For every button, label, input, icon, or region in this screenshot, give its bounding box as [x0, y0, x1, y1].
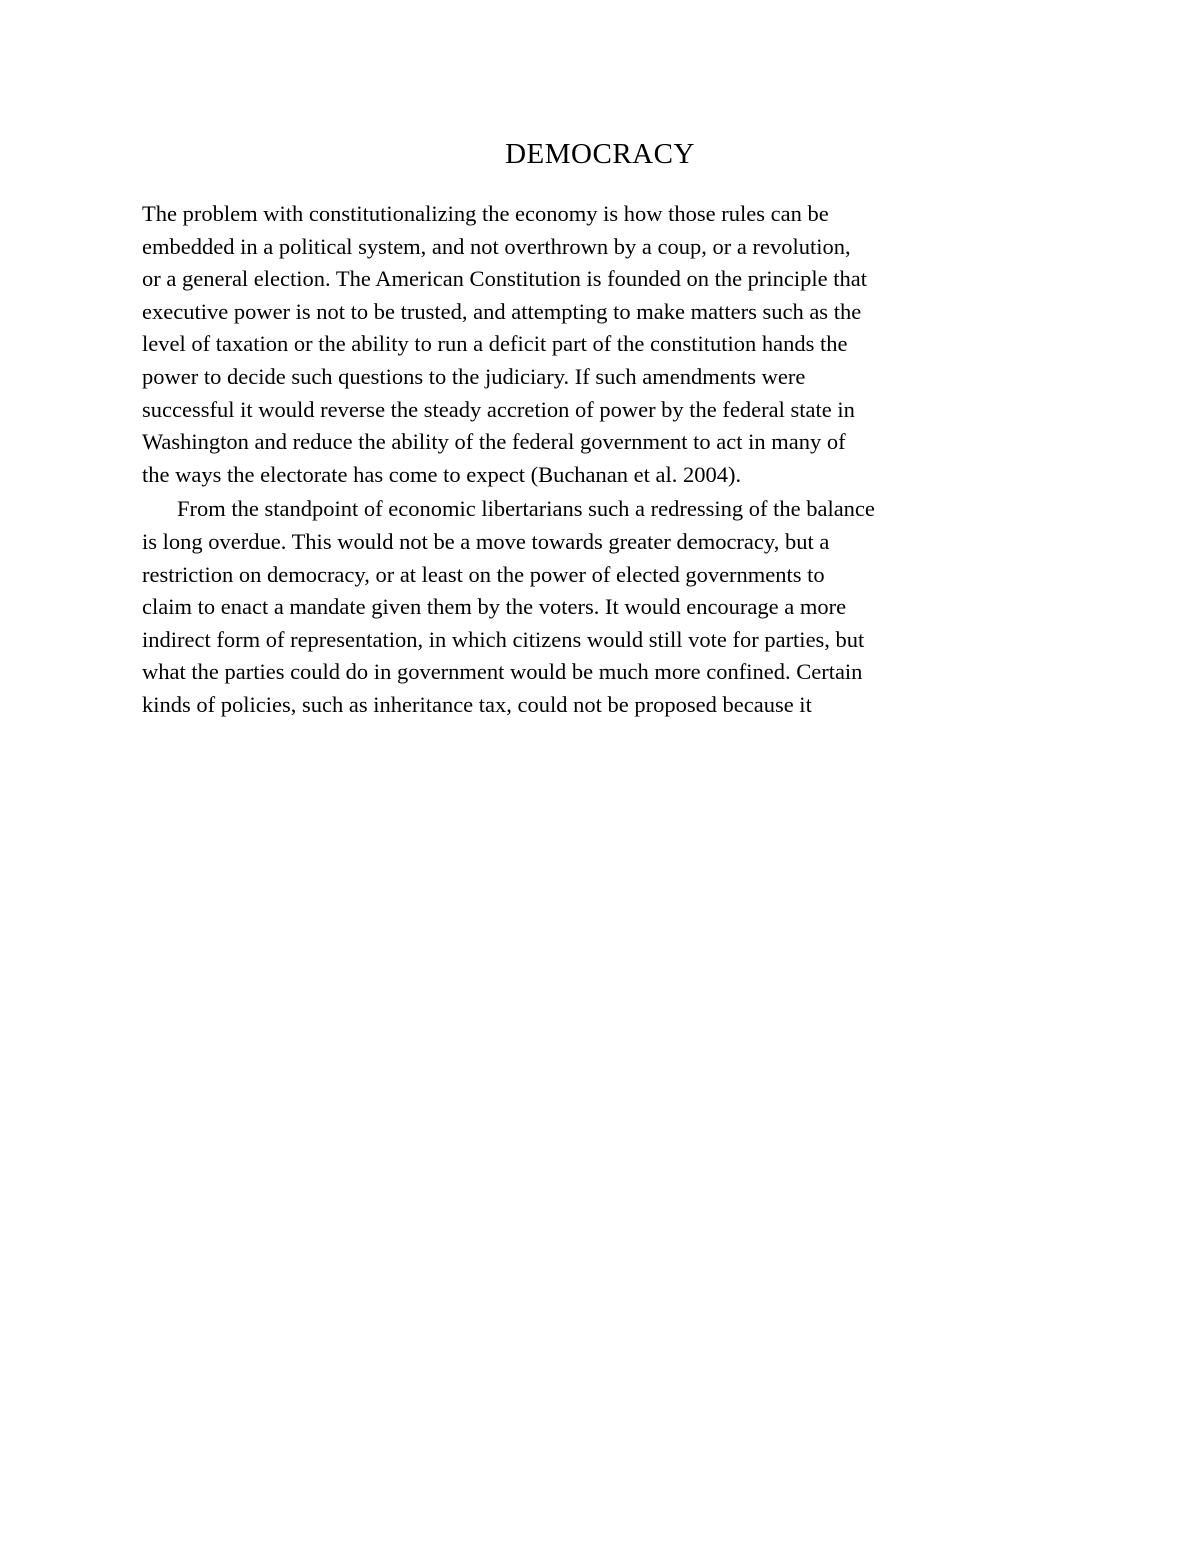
text-line: embedded in a political system, and not overthrown by a coup, or a revolution, [142, 233, 851, 259]
page-title: DEMOCRACY [505, 138, 695, 170]
text-line: power to decide such questions to the judiciary. If such amendments were [142, 363, 806, 389]
text-line: restriction on democracy, or at least on the power of elected governments to [142, 561, 825, 587]
text-line: Washington and reduce the ability of the federal government to act in many of [142, 429, 846, 455]
text-line: From the standpoint of economic libertarians such a redressing of the balance [177, 496, 875, 522]
paragraph-1 [142, 198, 1042, 491]
text-line: level of taxation or the ability to run a deficit part of the constitution hands the [142, 331, 848, 357]
paragraph-2 [142, 493, 1042, 721]
text-line: kinds of policies, such as inheritance tax, could not be proposed because it [142, 691, 812, 717]
text-line: or a general election. The American Constitution is founded on the principle that [142, 266, 868, 292]
text-line: is long overdue. This would not be a move towards greater democracy, but a [142, 528, 830, 554]
text-line: The problem with constitutionalizing the economy is how those rules can be [142, 201, 829, 226]
body-text [142, 198, 1042, 722]
text-line: successful it would reverse the steady accretion of power by the federal state in [142, 396, 855, 422]
text-line: executive power is not to be trusted, and attempting to make matters such as the [142, 298, 862, 324]
text-line: what the parties could do in government would be much more confined. Certain [142, 659, 863, 685]
text-line: the ways the electorate has come to expect (Buchanan et al. 2004). [142, 461, 742, 487]
text-line: claim to enact a mandate given them by the voters. It would encourage a more [142, 594, 847, 620]
text-line: indirect form of representation, in which citizens would still vote for parties, but [142, 626, 865, 652]
